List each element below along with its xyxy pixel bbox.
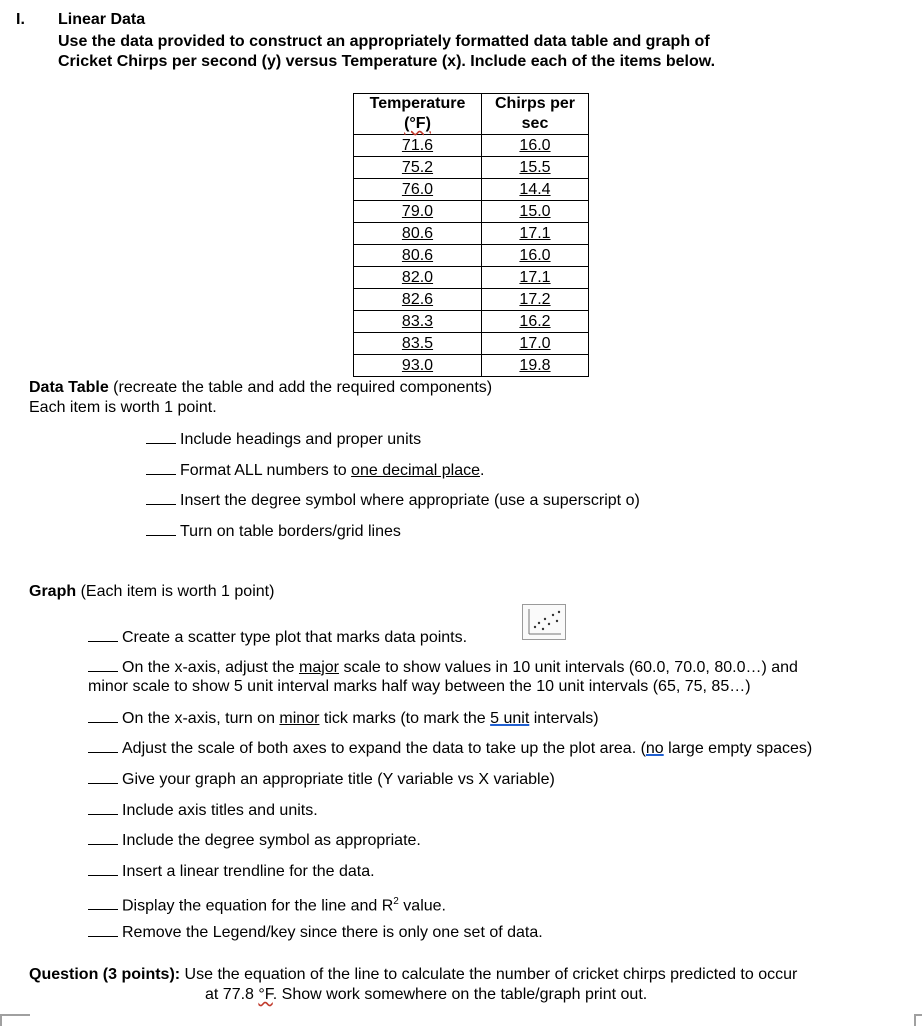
- score-blank: [88, 769, 118, 784]
- cell-chirps: 19.8: [482, 355, 589, 377]
- score-blank: [88, 922, 118, 937]
- checklist-item: Format ALL numbers to one decimal place.: [146, 460, 484, 481]
- cell-chirps: 17.1: [482, 223, 589, 245]
- checklist-item: Adjust the scale of both axes to expand the data to take up the plot area. (no large empty spaces): [88, 738, 812, 759]
- header-temperature: Temperature (°F): [354, 94, 482, 135]
- question-line-2: at 77.8 °F. Show work somewhere on the table/graph print out.: [205, 986, 648, 1003]
- table-body: [354, 135, 589, 377]
- cell-chirps: 17.2: [482, 289, 589, 311]
- score-blank: [146, 521, 176, 536]
- data-table-label: Data Table (recreate the table and add the required components): [29, 379, 493, 396]
- table-row: [354, 333, 589, 355]
- score-blank: [88, 895, 118, 910]
- table-row: [354, 311, 589, 333]
- score-blank: [88, 738, 118, 753]
- table-row: [354, 355, 589, 377]
- table-row: [354, 157, 589, 179]
- checklist-item: On the x-axis, adjust the major scale to show values in 10 unit intervals (60.0, 70.0, 80.0…) and: [88, 657, 798, 678]
- table-row: [354, 201, 589, 223]
- table-row: [354, 245, 589, 267]
- checklist-item: Include headings and proper units: [146, 429, 421, 450]
- cell-temperature: 71.6: [354, 135, 482, 157]
- header-chirps: Chirps per sec: [482, 94, 589, 135]
- cell-temperature: 75.2: [354, 157, 482, 179]
- score-blank: [88, 657, 118, 672]
- checklist-item: Insert a linear trendline for the data.: [88, 861, 375, 882]
- header-temperature-unit: (°F): [404, 115, 431, 132]
- checklist-item: Include the degree symbol as appropriate.: [88, 830, 421, 851]
- cell-temperature: 79.0: [354, 201, 482, 223]
- score-blank: [146, 490, 176, 505]
- cell-chirps: 16.0: [482, 135, 589, 157]
- cell-chirps: 15.0: [482, 201, 589, 223]
- score-blank: [88, 800, 118, 815]
- checklist-item: On the x-axis, turn on minor tick marks (to mark the 5 unit intervals): [88, 708, 599, 729]
- cell-temperature: 80.6: [354, 223, 482, 245]
- cell-chirps: 17.1: [482, 267, 589, 289]
- cell-chirps: 16.0: [482, 245, 589, 267]
- cell-temperature: 76.0: [354, 179, 482, 201]
- score-blank: [88, 830, 118, 845]
- table-row: [354, 179, 589, 201]
- score-blank: [146, 429, 176, 444]
- cell-temperature: 83.5: [354, 333, 482, 355]
- cell-chirps: 14.4: [482, 179, 589, 201]
- score-blank: [88, 861, 118, 876]
- score-blank: [88, 708, 118, 723]
- instruction-line-1: Use the data provided to construct an appropriately formatted data table and graph of: [58, 33, 710, 50]
- cell-temperature: 83.3: [354, 311, 482, 333]
- question-line-1: Question (3 points): Use the equation of the line to calculate the number of cricket chirps predicted to occur: [29, 966, 798, 983]
- score-blank: [146, 460, 176, 475]
- checklist-item-continued: minor scale to show 5 unit interval marks half way between the 10 unit intervals (65, 75, 85…): [88, 678, 751, 695]
- checklist-item: Display the equation for the line and $R^2$ value.: [88, 892, 446, 916]
- section-numeral: I.: [16, 11, 25, 28]
- checklist-item: Insert the degree symbol where appropriate (use a superscript o): [146, 490, 640, 511]
- cell-chirps: 16.2: [482, 311, 589, 333]
- graph-label: Graph (Each item is worth 1 point): [29, 583, 275, 600]
- table-row: [354, 267, 589, 289]
- checklist-item: Remove the Legend/key since there is only one set of data.: [88, 922, 543, 943]
- cell-temperature: 82.6: [354, 289, 482, 311]
- checklist-item: Give your graph an appropriate title (Y variable vs X variable): [88, 769, 555, 790]
- cell-chirps: 15.5: [482, 157, 589, 179]
- cell-temperature: 80.6: [354, 245, 482, 267]
- page-corner-left: [0, 1014, 30, 1026]
- section-title: Linear Data: [58, 11, 146, 28]
- scatter-chart-icon: [522, 604, 566, 640]
- table-row: [354, 135, 589, 157]
- cell-temperature: 82.0: [354, 267, 482, 289]
- checklist-item: Create a scatter type plot that marks data points.: [88, 627, 467, 648]
- table-row: [354, 289, 589, 311]
- cell-chirps: 17.0: [482, 333, 589, 355]
- checklist-item: Turn on table borders/grid lines: [146, 521, 401, 542]
- checklist-item: Include axis titles and units.: [88, 800, 318, 821]
- data-table: [353, 93, 589, 377]
- page-corner-right: [914, 1014, 922, 1026]
- table-row: [354, 223, 589, 245]
- score-blank: [88, 627, 118, 642]
- cell-temperature: 93.0: [354, 355, 482, 377]
- data-table-worth: Each item is worth 1 point.: [29, 399, 217, 416]
- instruction-line-2: Cricket Chirps per second (y) versus Temperature (x). Include each of the items below.: [58, 53, 716, 70]
